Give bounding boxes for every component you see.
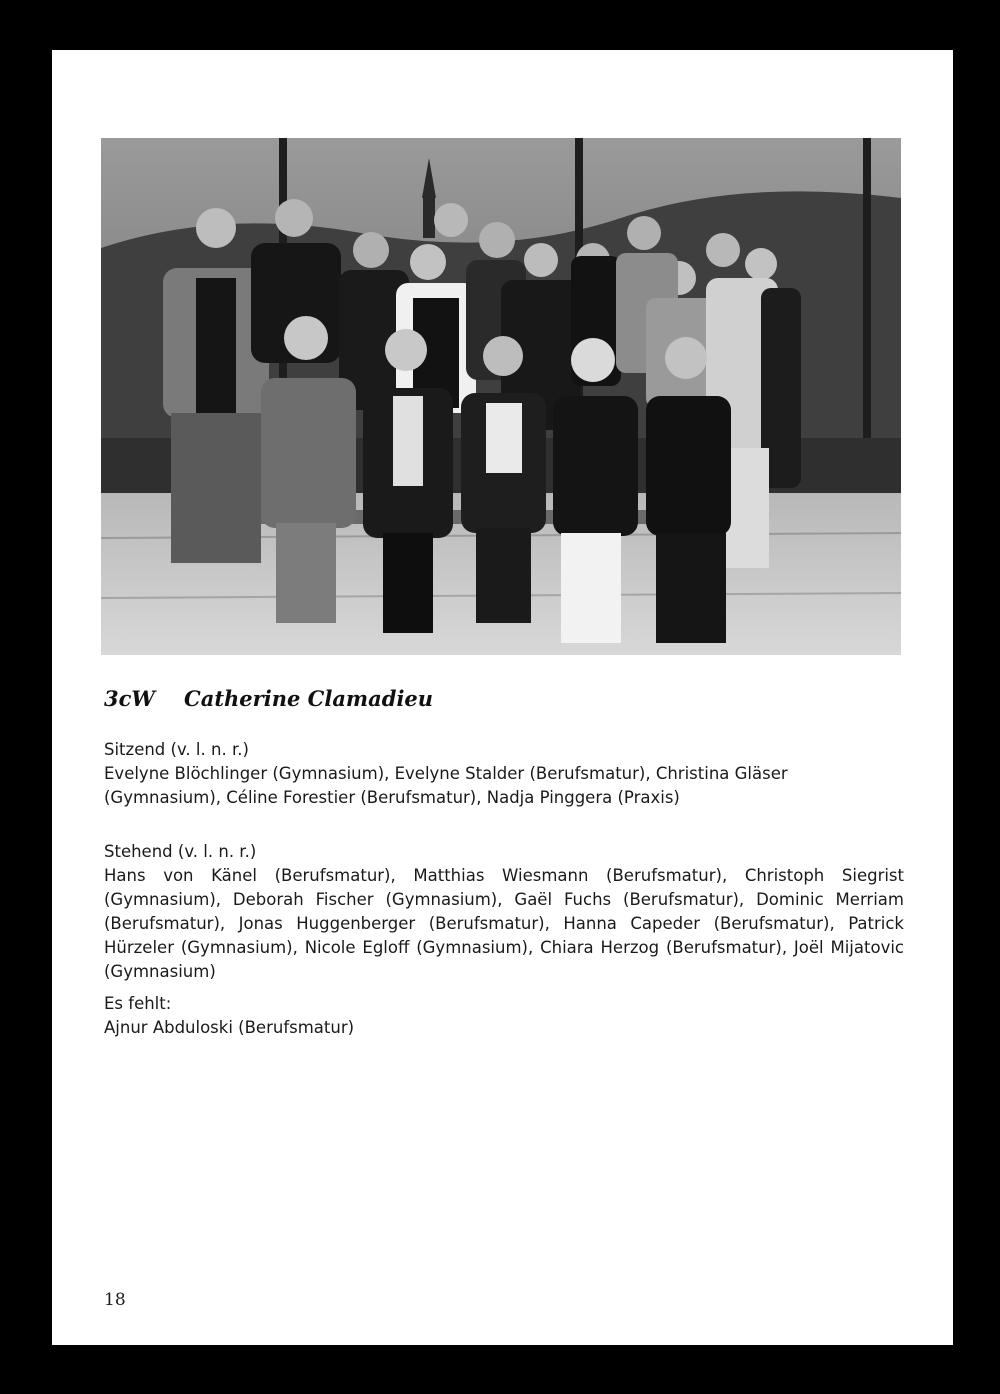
class-code: 3cW	[104, 686, 155, 711]
document-page	[52, 50, 953, 1345]
absent-section	[104, 992, 904, 1040]
page-number: 18	[104, 1290, 126, 1310]
photo-illustration	[101, 138, 901, 655]
absent-label: Es fehlt:	[104, 994, 172, 1013]
absent-names: Ajnur Abduloski (Berufsmatur)	[104, 1018, 355, 1037]
class-heading	[104, 686, 433, 711]
teacher-name: Catherine Clamadieu	[184, 686, 434, 711]
standing-section	[104, 840, 904, 984]
standing-label: Stehend (v. l. n. r.)	[104, 842, 257, 861]
class-group-photo	[101, 138, 901, 655]
seated-label: Sitzend (v. l. n. r.)	[104, 740, 249, 759]
seated-names: Evelyne Blöchlinger (Gymnasium), Evelyne Stalder (Berufsmatur), Christina Gläser (Gymnasium), Céline Forestier (Berufsmatur), Nadja Pinggera (Praxis)	[104, 764, 788, 807]
seated-section	[104, 738, 904, 810]
standing-names: Hans von Känel (Berufsmatur), Matthias Wiesmann (Berufsmatur), Christoph Siegrist (Gymnasium), Deborah Fischer (Gymnasium), Gaël Fuchs (Berufsmatur), Dominic Merriam (Berufsmatur), Jonas Huggenberger (Berufsmatur), Hanna Capeder (Berufsmatur), Patrick Hürzeler (Gymnasium), Nicole Egloff (Gymnasium), Chiara Herzog (Berufsmatur), Joël Mijatovic (Gymnasium)	[104, 866, 904, 981]
